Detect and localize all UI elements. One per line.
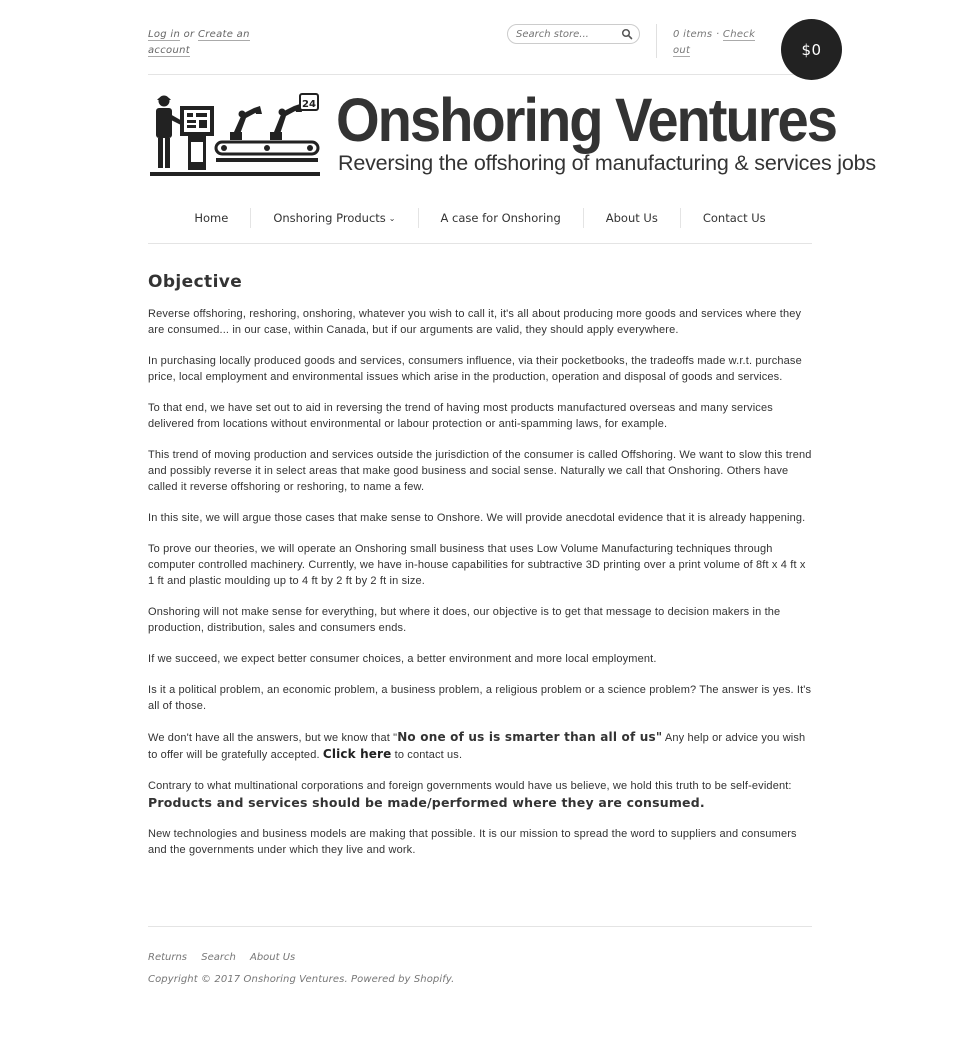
cart-button[interactable]: $0 [781,19,842,80]
search-input[interactable] [516,27,616,41]
footer-links [148,952,306,963]
header-divider [656,24,657,58]
truth-statement: Products and services should be made/performed where they are consumed. [148,795,705,810]
nav-item-onshoring-products[interactable] [250,208,417,228]
nav-item-label: A case for Onshoring [440,211,561,225]
nav-item-label: Contact Us [702,211,766,225]
paragraph: In purchasing locally produced goods and services, consumers influence, via their pocketbooks, the tradeoffs made w.r.t. purchase price, local employment and environmental issues which arise in the production, operation and disposal of goods and services. [148,355,802,383]
help-quote: No one of us is smarter than all of us" [397,730,663,744]
login-link[interactable]: Log in [148,29,181,40]
paragraph: To that end, we have set out to aid in reversing the trend of having most products manufactured overseas and many services delivered from locations without environmental or labour protection or anti-spamming laws, for example. [148,402,773,430]
nav-item-case-for-onshoring[interactable] [418,208,583,228]
site-logo[interactable] [148,86,876,186]
chevron-down-icon: ⌄ [388,214,396,223]
help-text-post: to contact us. [391,749,463,761]
nav-item-home[interactable] [172,208,250,228]
footer-link-returns[interactable]: Returns [148,952,188,963]
search-box [507,24,640,44]
contact-link[interactable]: Click here [322,747,392,761]
help-paragraph [148,729,812,763]
brand-tagline: Reversing the offshoring of manufacturing & services jobs [338,151,876,175]
paragraph: This trend of moving production and services outside the jurisdiction of the consumer is called Offshoring. We want to slow this trend and possibly reverse it in select areas that make good business and social sense. Naturally we call that Onshoring. Others have called it reverse offshoring or reshoring, to name a few. [148,449,812,493]
account-links [148,27,258,59]
paragraph: In this site, we will argue those cases that make sense to Onshore. We will provide anecdotal evidence that it is already happening. [148,512,806,524]
paragraph: Onshoring will not make sense for everything, but where it does, our objective is to get that message to decision makers in the production, distribution, sales and consumers ends. [148,606,781,634]
or-text: or [183,29,195,40]
nav-item-contact-us[interactable] [680,208,788,228]
header-bar [148,0,822,75]
nav-item-label: Home [194,211,229,225]
cart-separator: · [715,29,720,40]
search-icon[interactable] [621,28,633,40]
factory-worker-robot-arm-logo-icon [150,92,322,178]
truth-intro: Contrary to what multinational corporations and foreign governments would have us believe, we hold this truth to be self-evident: [148,780,792,792]
nav-item-label: Onshoring Products [273,211,386,225]
footer-link-about-us[interactable]: About Us [249,952,296,963]
main-content [148,272,812,873]
nav-item-label: About Us [605,211,658,225]
paragraph: Is it a political problem, an economic problem, a business problem, a religious problem or a science problem? The answer is yes. It's all of those. [148,684,812,712]
paragraph: To prove our theories, we will operate an Onshoring small business that uses Low Volume Manufacturing techniques through computer controlled machinery. Currently, we have in-house capabilities for subtractive 3D printing over a print volume of 8ft x 4 ft x 1 ft and plastic moulding up to 4 ft by 2 ft by 2 ft in size. [148,543,806,587]
copyright: Copyright © 2017 Onshoring Ventures. Powered by Shopify. [148,974,455,985]
create-account-link[interactable]: Create an account [148,29,250,56]
cart-item-count: 0 items [673,29,713,40]
footer [148,926,812,985]
nav-item-about-us[interactable] [583,208,680,228]
help-text-pre: We don't have all the answers, but we know that " [148,732,398,744]
footer-link-search[interactable]: Search [201,952,236,963]
page-title: Objective [148,272,243,292]
brand-name: Onshoring Ventures [336,86,836,154]
closing-paragraph: New technologies and business models are making that possible. It is our mission to spread the word to suppliers and consumers and the governments under which they live and work. [148,828,797,856]
truth-paragraph [148,778,812,811]
help-text-mid: Any help or advice you wish to offer will be gratefully accepted. [148,732,806,761]
cart-summary [673,27,763,59]
paragraph: If we succeed, we expect better consumer choices, a better environment and more local employment. [148,653,657,665]
paragraph: Reverse offshoring, reshoring, onshoring, whatever you wish to call it, it's all about producing more goods and services where they are consumed... in our case, within Canada, but if our arguments are valid, they should apply everywhere. [148,308,802,336]
main-navigation [148,197,812,244]
logo-badge-text: 24 [302,99,316,110]
checkout-link[interactable]: Check out [673,29,756,56]
